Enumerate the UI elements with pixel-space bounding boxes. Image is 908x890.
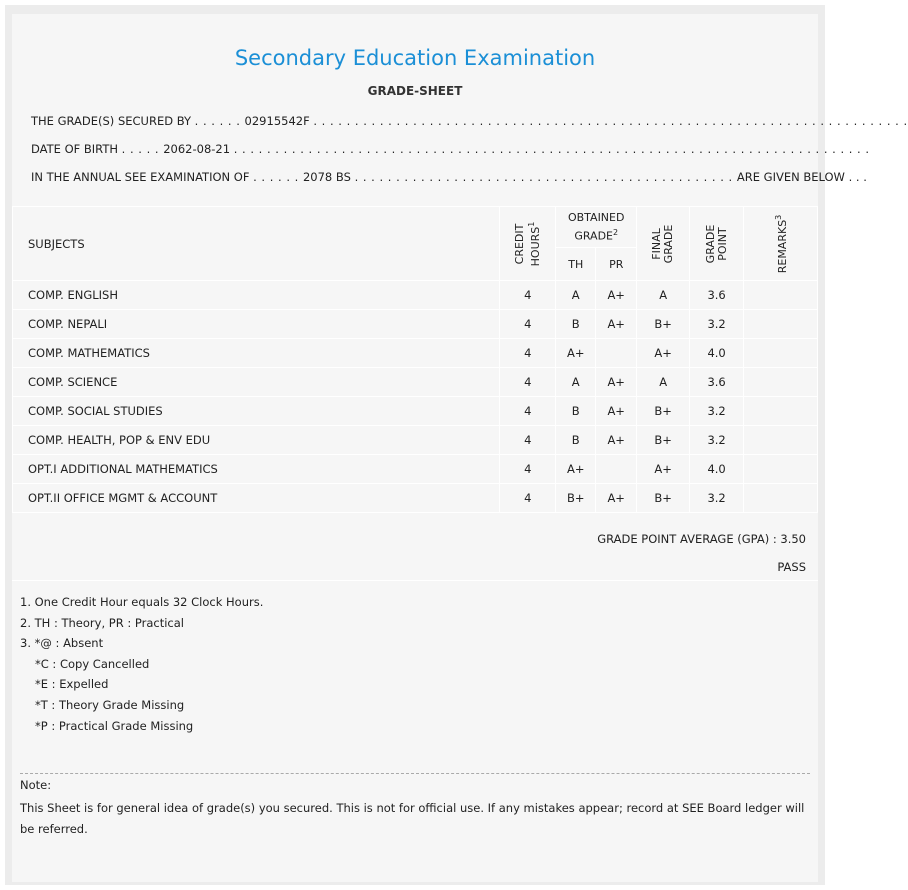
th-grade-cell: B+ (556, 484, 596, 513)
remarks-cell (744, 339, 818, 368)
pr-grade-cell (596, 455, 637, 484)
subject-cell: COMP. SCIENCE (13, 368, 500, 397)
col-grade-point: GRADE POINT (690, 207, 744, 281)
final-grade-cell: A+ (637, 455, 690, 484)
col-obtained-grade: OBTAINED GRADE$^2$ (556, 207, 637, 248)
grade-point-cell: 3.2 (690, 426, 744, 455)
remarks-cell (744, 397, 818, 426)
pr-grade-cell: A+ (596, 484, 637, 513)
col-final-grade: FINAL GRADE (637, 207, 690, 281)
subject-cell: COMP. HEALTH, POP & ENV EDU (13, 426, 500, 455)
th-grade-cell: A (556, 368, 596, 397)
th-grade-cell: B (556, 310, 596, 339)
pr-grade-cell: A+ (596, 310, 637, 339)
subject-cell: COMP. SOCIAL STUDIES (13, 397, 500, 426)
exam-suffix: ARE GIVEN BELOW . . . (736, 170, 867, 184)
col-pr: PR (596, 248, 637, 281)
col-subjects: SUBJECTS (13, 207, 500, 281)
credit-cell: 4 (500, 281, 556, 310)
footnotes (20, 592, 263, 736)
final-grade-cell: A (637, 281, 690, 310)
info-dob: DATE OF BIRTH . . . . . 2062-08-21 . . . . . . . . . . . . . . . . . . . . . . . . . . . . . . . . . . . . . . . . . . . . . . . . . . . . . . . . . . . . . . . . . . . . . . . . . . . . . (31, 142, 870, 156)
th-grade-cell: A+ (556, 339, 596, 368)
table-row (13, 426, 818, 455)
subject-cell: COMP. NEPALI (13, 310, 500, 339)
divider (12, 580, 818, 581)
th-grade-cell: B (556, 426, 596, 455)
footnote: 1. One Credit Hour equals 32 Clock Hours. (20, 595, 264, 609)
remarks-cell (744, 310, 818, 339)
credit-cell: 4 (500, 339, 556, 368)
final-grade-cell: A+ (637, 339, 690, 368)
note-title: Note: (20, 778, 52, 792)
grade-point-cell: 4.0 (690, 339, 744, 368)
footnote: 2. TH : Theory, PR : Practical (20, 615, 184, 630)
grade-point-cell: 3.2 (690, 484, 744, 513)
footnote: *T : Theory Grade Missing (35, 697, 185, 712)
pr-grade-cell: A+ (596, 368, 637, 397)
subject-cell: OPT.II OFFICE MGMT & ACCOUNT (13, 484, 500, 513)
remarks-cell (744, 368, 818, 397)
table-row (13, 455, 818, 484)
grade-point-cell: 3.6 (690, 281, 744, 310)
table-row (13, 310, 818, 339)
subject-cell: OPT.I ADDITIONAL MATHEMATICS (13, 455, 500, 484)
dashed-divider (20, 773, 810, 774)
dob-label: DATE OF BIRTH (31, 142, 119, 156)
final-grade-cell: B+ (637, 426, 690, 455)
footnote: *C : Copy Cancelled (35, 656, 150, 671)
remarks-cell (744, 426, 818, 455)
page-frame (5, 5, 908, 885)
footnote: 3. *@ : Absent (20, 636, 104, 651)
final-grade-cell: A (637, 368, 690, 397)
subject-cell: COMP. MATHEMATICS (13, 339, 500, 368)
result-status: PASS (777, 560, 806, 574)
info-exam: IN THE ANNUAL SEE EXAMINATION OF . . . . . . 2078 BS . . . . . . . . . . . . . . . . . . . . . . . . . . . . . . . . . . . . . . . . . . . . . . ARE GIVEN BELOW . . . (31, 170, 867, 184)
grade-point-cell: 4.0 (690, 455, 744, 484)
page-subtitle: GRADE-SHEET (367, 84, 463, 98)
credit-cell: 4 (500, 397, 556, 426)
pr-grade-cell: A+ (596, 281, 637, 310)
pr-grade-cell: A+ (596, 397, 637, 426)
footnote: *P : Practical Grade Missing (35, 718, 194, 733)
subject-cell: COMP. ENGLISH (13, 281, 500, 310)
credit-cell: 4 (500, 310, 556, 339)
note-text: This Sheet is for general idea of grade(s) you secured. This is not for official use. If any mistakes appear; record at SEE Board ledger will be referred. (20, 801, 805, 836)
grade-point-cell: 3.2 (690, 397, 744, 426)
exam-year: 2078 BS (302, 170, 351, 184)
table-row (13, 281, 818, 310)
th-grade-cell: B (556, 397, 596, 426)
table-row (13, 484, 818, 513)
exam-label: IN THE ANNUAL SEE EXAMINATION OF (31, 170, 250, 184)
final-grade-cell: B+ (637, 484, 690, 513)
credit-cell: 4 (500, 484, 556, 513)
remarks-cell (744, 455, 818, 484)
table-row (13, 397, 818, 426)
pr-grade-cell: A+ (596, 426, 637, 455)
col-th: TH (556, 248, 596, 281)
th-grade-cell: A+ (556, 455, 596, 484)
page-title: Secondary Education Examination (234, 46, 596, 70)
secured-by-label: THE GRADE(S) SECURED BY (31, 114, 192, 128)
remarks-cell (744, 281, 818, 310)
final-grade-cell: B+ (637, 397, 690, 426)
credit-cell: 4 (500, 426, 556, 455)
grade-point-cell: 3.2 (690, 310, 744, 339)
grades-table (12, 206, 818, 513)
table-row (13, 339, 818, 368)
footnote: *E : Expelled (35, 677, 109, 692)
symbol-number: 02915542F (244, 114, 310, 128)
grade-sheet (12, 14, 908, 882)
gpa-summary: GRADE POINT AVERAGE (GPA) : 3.50 (597, 532, 806, 546)
info-secured-by: THE GRADE(S) SECURED BY . . . . . . 02915542F . . . . . . . . . . . . . . . . . . . . . . . . . . . . . . . . . . . . . . . . . . . . . . . . . . . . . . . . . . . . . . . . . . . . . . . . (31, 114, 908, 128)
credit-cell: 4 (500, 455, 556, 484)
table-row (13, 368, 818, 397)
pr-grade-cell (596, 339, 637, 368)
col-remarks: REMARKS$^3$ (744, 207, 818, 281)
final-grade-cell: B+ (637, 310, 690, 339)
th-grade-cell: A (556, 281, 596, 310)
remarks-cell (744, 484, 818, 513)
dob-value: 2062-08-21 (163, 142, 231, 156)
col-credit-hours: CREDIT HOURS$^1$ (500, 207, 556, 281)
credit-cell: 4 (500, 368, 556, 397)
grade-point-cell: 3.6 (690, 368, 744, 397)
